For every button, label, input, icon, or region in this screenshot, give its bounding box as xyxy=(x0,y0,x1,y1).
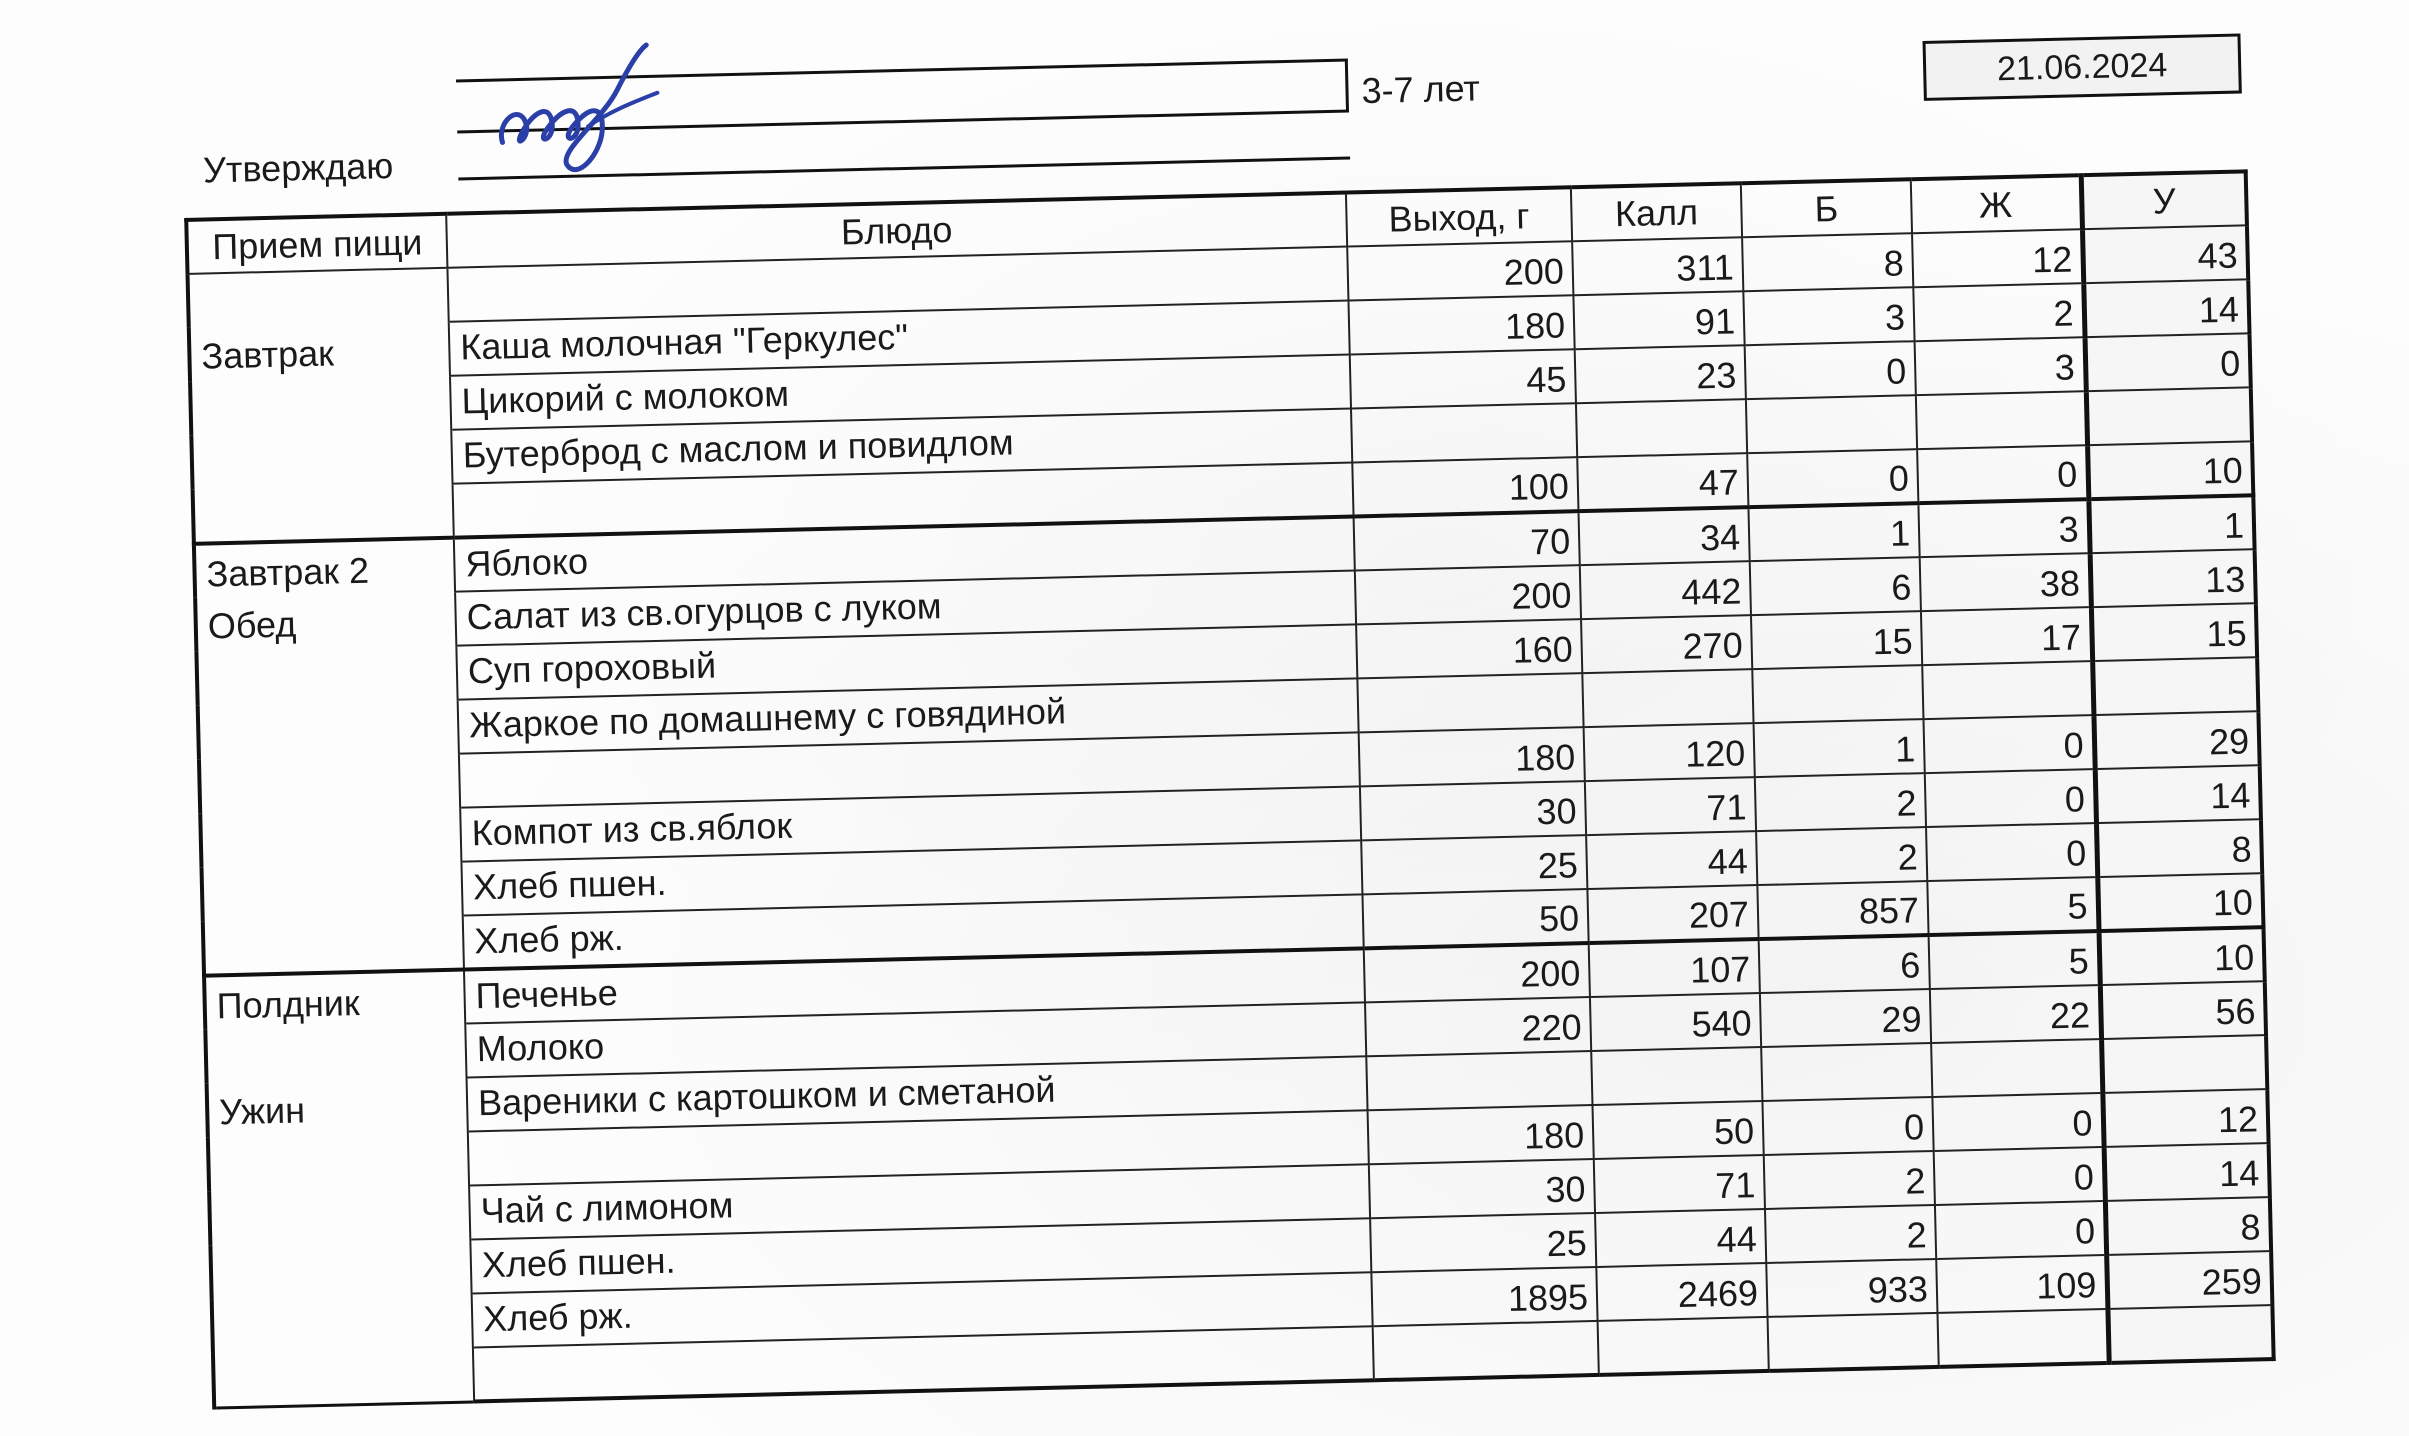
dish-cell: Яблоко xyxy=(454,516,1355,591)
approve-label: Утверждаю xyxy=(202,145,394,191)
carbs-cell: 29 xyxy=(2093,711,2259,769)
carbs-cell: 13 xyxy=(2090,549,2256,607)
meal-cell xyxy=(191,430,452,490)
fat-cell xyxy=(1931,1039,2102,1097)
output-cell: 30 xyxy=(1369,1159,1595,1218)
meal-cell xyxy=(188,268,449,328)
carbs-cell: 259 xyxy=(2106,1251,2272,1309)
output-cell xyxy=(1351,403,1577,462)
dish-cell: Хлеб пшен. xyxy=(470,1218,1371,1293)
protein-cell xyxy=(1752,665,1923,723)
meal-cell xyxy=(213,1347,474,1407)
fat-cell: 3 xyxy=(1918,499,2089,557)
meal-cell: Ужин xyxy=(207,1078,468,1138)
dish-cell: Компот из св.яблок xyxy=(460,786,1361,861)
kcal-cell: 50 xyxy=(1592,1101,1763,1159)
dish-cell: Салат из св.огурцов с луком xyxy=(455,570,1356,645)
output-cell: 1895 xyxy=(1371,1267,1597,1326)
output-cell: 100 xyxy=(1352,457,1578,516)
fat-cell xyxy=(1916,391,2087,449)
column-header-meal: Прием пищи xyxy=(186,214,447,274)
output-cell: 200 xyxy=(1347,241,1573,300)
carbs-cell: 10 xyxy=(2099,927,2265,985)
carbs-cell xyxy=(2101,1035,2267,1093)
kcal-cell: 120 xyxy=(1584,723,1755,781)
protein-cell: 3 xyxy=(1743,287,1914,345)
carbs-cell: 12 xyxy=(2102,1089,2268,1147)
fat-cell xyxy=(1922,661,2093,719)
kcal-cell xyxy=(1598,1317,1769,1375)
fat-cell: 0 xyxy=(1917,445,2088,503)
carbs-cell: 10 xyxy=(2087,441,2253,499)
date-box: 21.06.2024 xyxy=(1923,33,2242,100)
fat-cell: 2 xyxy=(1913,283,2084,341)
dish-cell: Печенье xyxy=(464,948,1365,1023)
carbs-cell xyxy=(2086,387,2252,445)
output-cell: 180 xyxy=(1368,1105,1594,1164)
protein-cell: 6 xyxy=(1759,935,1930,993)
output-cell: 180 xyxy=(1348,295,1574,354)
meal-cell xyxy=(203,916,464,976)
protein-cell xyxy=(1746,395,1917,453)
meal-cell xyxy=(210,1239,471,1299)
carbs-cell: 14 xyxy=(2083,279,2249,337)
protein-cell xyxy=(1768,1313,1939,1371)
dish-cell: Цикорий с молоком xyxy=(450,355,1351,430)
output-cell: 180 xyxy=(1359,727,1585,786)
meal-cell xyxy=(200,808,461,868)
meal-cell xyxy=(190,376,451,436)
carbs-cell: 8 xyxy=(2096,819,2262,877)
kcal-cell: 270 xyxy=(1581,615,1752,673)
protein-cell: 2 xyxy=(1756,827,1927,885)
output-cell: 25 xyxy=(1370,1213,1596,1272)
protein-cell: 2 xyxy=(1755,773,1926,831)
meal-cell: Завтрак xyxy=(189,322,450,382)
column-header-fat: Ж xyxy=(1911,175,2082,233)
carbs-cell: 56 xyxy=(2100,981,2266,1039)
output-cell xyxy=(1357,673,1583,732)
protein-cell xyxy=(1761,1043,1932,1101)
meal-cell xyxy=(193,484,454,544)
kcal-cell: 71 xyxy=(1585,777,1756,835)
fat-cell: 5 xyxy=(1929,931,2100,989)
kcal-cell: 47 xyxy=(1577,453,1748,511)
fat-cell: 0 xyxy=(1934,1147,2105,1205)
kcal-cell: 311 xyxy=(1572,237,1743,295)
dish-cell: Суп гороховый xyxy=(456,624,1357,699)
carbs-cell: 14 xyxy=(2095,765,2261,823)
fat-cell: 0 xyxy=(1923,715,2094,773)
protein-cell: 0 xyxy=(1745,341,1916,399)
meal-cell: Обед xyxy=(195,592,456,652)
protein-cell: 933 xyxy=(1766,1259,1937,1317)
kcal-cell: 23 xyxy=(1575,345,1746,403)
kcal-cell xyxy=(1591,1047,1762,1105)
kcal-cell: 71 xyxy=(1594,1155,1765,1213)
carbs-cell: 14 xyxy=(2104,1143,2270,1201)
fat-cell: 38 xyxy=(1920,553,2091,611)
kcal-cell: 2469 xyxy=(1596,1263,1767,1321)
carbs-cell: 8 xyxy=(2105,1197,2271,1255)
fat-cell: 0 xyxy=(1926,823,2097,881)
kcal-cell: 34 xyxy=(1578,507,1749,565)
protein-cell: 0 xyxy=(1762,1097,1933,1155)
dish-cell: Молоко xyxy=(465,1002,1366,1077)
column-header-protein: Б xyxy=(1741,179,1912,237)
meal-cell xyxy=(209,1186,470,1246)
carbs-cell xyxy=(2107,1305,2273,1363)
output-cell: 160 xyxy=(1356,619,1582,678)
menu-sheet xyxy=(180,0,2342,1420)
protein-cell: 0 xyxy=(1747,449,1918,507)
protein-cell: 2 xyxy=(1764,1151,1935,1209)
kcal-cell: 44 xyxy=(1595,1209,1766,1267)
column-header-output: Выход, г xyxy=(1346,187,1572,246)
fat-cell: 5 xyxy=(1927,877,2098,935)
column-header-dish: Блюдо xyxy=(446,193,1347,268)
fat-cell: 3 xyxy=(1915,337,2086,395)
dish-cell: Каша молочная "Геркулес" xyxy=(449,301,1350,376)
meal-cell xyxy=(199,754,460,814)
dish-cell: Жаркое по домашнему с говядиной xyxy=(458,678,1359,753)
protein-cell: 15 xyxy=(1751,611,1922,669)
output-cell: 70 xyxy=(1354,511,1580,570)
age-group-label: 3-7 лет xyxy=(1361,67,1481,112)
protein-cell: 1 xyxy=(1754,719,1925,777)
carbs-cell: 1 xyxy=(2088,495,2254,553)
protein-cell: 6 xyxy=(1750,557,1921,615)
fat-cell: 12 xyxy=(1912,229,2083,287)
fat-cell: 0 xyxy=(1925,769,2096,827)
output-cell: 50 xyxy=(1362,889,1588,948)
output-cell: 45 xyxy=(1350,349,1576,408)
output-cell: 200 xyxy=(1355,565,1581,624)
dish-cell: Хлеб рж. xyxy=(463,894,1364,969)
carbs-cell xyxy=(2092,657,2258,715)
protein-cell: 29 xyxy=(1760,989,1931,1047)
carbs-cell: 15 xyxy=(2091,603,2257,661)
column-header-carbs: У xyxy=(2081,171,2247,229)
output-cell xyxy=(1373,1321,1599,1380)
kcal-cell: 107 xyxy=(1589,939,1760,997)
protein-cell: 1 xyxy=(1748,503,1919,561)
carbs-cell: 43 xyxy=(2082,225,2248,283)
fat-cell: 0 xyxy=(1935,1201,2106,1259)
fat-cell: 0 xyxy=(1932,1093,2103,1151)
kcal-cell xyxy=(1576,399,1747,457)
dish-cell: Бутерброд с маслом и повидлом xyxy=(451,409,1352,484)
carbs-cell: 10 xyxy=(2097,873,2263,931)
meal-cell xyxy=(205,1024,466,1084)
carbs-cell: 0 xyxy=(2085,333,2251,391)
kcal-cell: 540 xyxy=(1590,993,1761,1051)
meal-cell xyxy=(208,1132,469,1192)
fat-cell: 109 xyxy=(1936,1255,2107,1313)
fat-cell: 17 xyxy=(1921,607,2092,665)
kcal-cell: 44 xyxy=(1586,831,1757,889)
protein-cell: 857 xyxy=(1757,881,1928,939)
kcal-cell xyxy=(1582,669,1753,727)
meal-cell: Полдник xyxy=(204,970,465,1030)
output-cell: 30 xyxy=(1360,781,1586,840)
menu-table-body xyxy=(188,225,2274,1407)
output-cell: 25 xyxy=(1361,835,1587,894)
meal-cell xyxy=(212,1293,473,1353)
output-cell: 220 xyxy=(1365,997,1591,1056)
column-header-kcal: Калл xyxy=(1571,183,1742,241)
output-cell xyxy=(1366,1051,1592,1110)
meal-cell xyxy=(196,646,457,706)
meal-cell xyxy=(202,862,463,922)
fat-cell xyxy=(1937,1309,2108,1367)
kcal-cell: 91 xyxy=(1573,291,1744,349)
menu-table xyxy=(184,169,2276,1409)
protein-cell: 2 xyxy=(1765,1205,1936,1263)
dish-cell: Чай с лимоном xyxy=(469,1164,1370,1239)
meal-cell xyxy=(198,700,459,760)
dish-cell: Хлеб рж. xyxy=(472,1272,1373,1347)
kcal-cell: 442 xyxy=(1580,561,1751,619)
kcal-cell: 207 xyxy=(1587,885,1758,943)
dish-cell: Вареники с картошком и сметаной xyxy=(467,1056,1368,1131)
dish-cell: Хлеб пшен. xyxy=(461,840,1362,915)
signature-icon xyxy=(490,29,663,183)
protein-cell: 8 xyxy=(1742,233,1913,291)
fat-cell: 22 xyxy=(1930,985,2101,1043)
output-cell: 200 xyxy=(1364,943,1590,1002)
meal-cell: Завтрак 2 xyxy=(194,538,455,598)
